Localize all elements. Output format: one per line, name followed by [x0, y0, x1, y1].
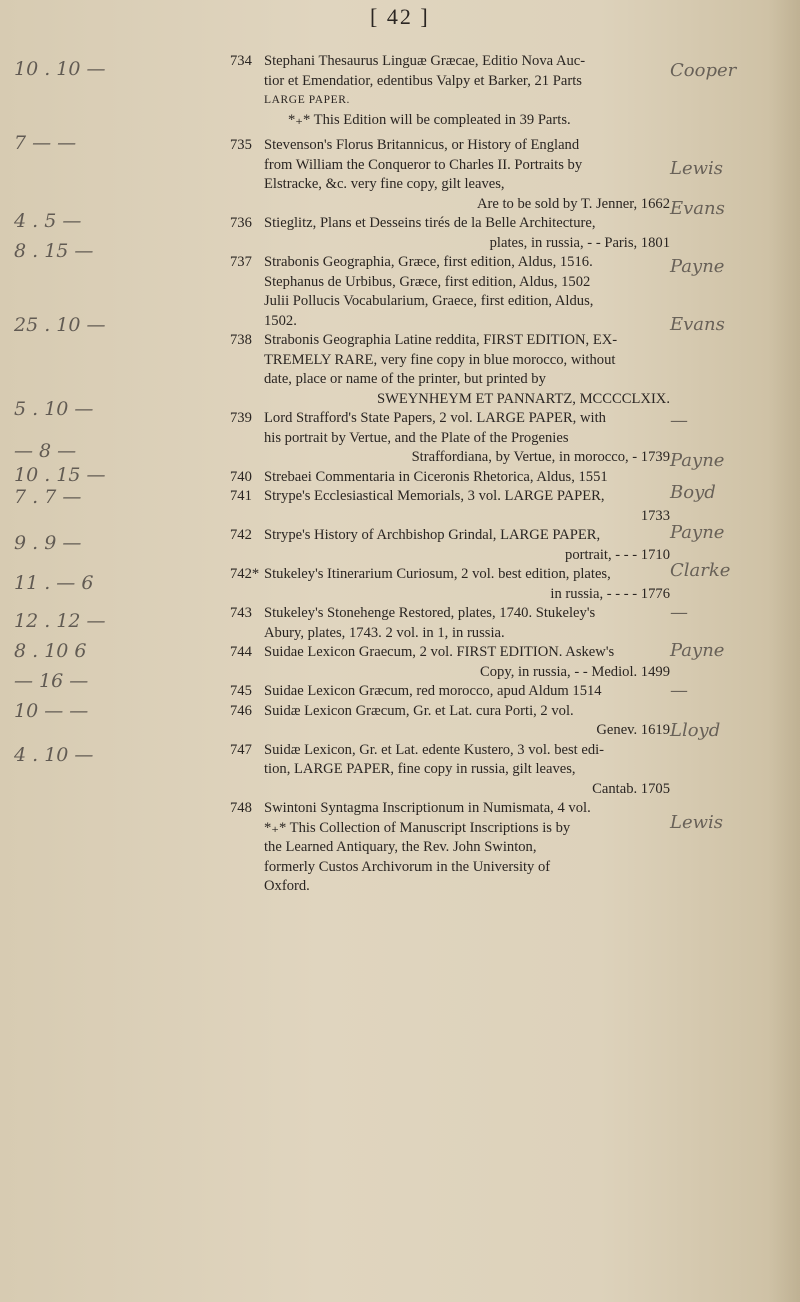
lot-number: 742*: [230, 566, 260, 582]
price-annotation: 10 — —: [14, 700, 89, 722]
entry-line: formerly Custos Archivorum in the University of: [264, 858, 551, 875]
entry-line: tion, LARGE PAPER, fine copy in russia, gilt leaves,: [264, 761, 576, 777]
catalogue-entry: [230, 253, 670, 331]
buyer-annotation: Payne: [670, 450, 725, 471]
price-annotation: 4 . 5 —: [14, 210, 82, 232]
catalogue-entry: [230, 526, 670, 565]
price-annotation: 10 . 10 —: [14, 58, 106, 80]
lot-number: 748: [230, 800, 252, 816]
buyer-annotation: Clarke: [670, 560, 731, 581]
price-annotation: 12 . 12 —: [14, 610, 106, 632]
right-margin-annotations: [670, 0, 800, 1302]
lot-number: 736: [230, 215, 252, 231]
catalogue-entry: [230, 487, 670, 526]
lot-number: 740: [230, 468, 252, 485]
entry-line: Copy, in russia, - - Mediol. 1499: [480, 663, 670, 680]
entry-line: plates, in russia, - - Paris, 1801: [489, 234, 670, 251]
entry-line: *₊* This Collection of Manuscript Inscriptions is by: [264, 819, 571, 836]
entry-line: Genev. 1619: [596, 722, 670, 738]
entry-line: Stukeley's Stonehenge Restored, plates, 1740. Stukeley's: [264, 605, 596, 621]
lot-number: 734: [230, 53, 252, 69]
entry-line: Straffordiana, by Vertue, in morocco, - 1739: [411, 449, 670, 465]
buyer-annotation: Boyd: [670, 482, 716, 503]
entry-line: 1502.: [264, 312, 297, 329]
price-annotation: 8 . 10 6: [14, 640, 87, 662]
entry-line: Stieglitz, Plans et Desseins tirés de la Belle Architecture,: [264, 215, 596, 231]
price-annotation: 9 . 9 —: [14, 532, 82, 554]
catalogue-entry: [230, 331, 670, 409]
entry-line: date, place or name of the printer, but printed by: [264, 371, 546, 387]
entry-line: TREMELY RARE, very fine copy in blue morocco, without: [264, 351, 616, 368]
entry-line: Suidæ Lexicon Græcum, Gr. et Lat. cura Porti, 2 vol.: [264, 702, 574, 719]
catalogue-entry: [230, 136, 670, 214]
entry-line: SWEYNHEYM ET PANNARTZ, MCCCCLXIX.: [376, 390, 670, 407]
entry-line: Stephanus de Urbibus, Græce, first edition, Aldus, 1502: [264, 273, 591, 290]
buyer-annotation: —: [670, 410, 688, 431]
entry-note: *₊* This Edition will be compleated in 39 Parts.: [288, 111, 571, 128]
buyer-annotation: Cooper: [670, 60, 737, 81]
entry-line: Julii Pollucis Vocabularium, Graece, first edition, Aldus,: [264, 293, 594, 309]
left-margin-annotations: [0, 0, 220, 1302]
entry-line: Swintoni Syntagma Inscriptionum in Numismata, 4 vol.: [264, 800, 591, 816]
entry-line: from William the Conqueror to Charles II. Portraits by: [264, 156, 583, 173]
entry-line: Stukeley's Itinerarium Curiosum, 2 vol. best edition, plates,: [264, 566, 611, 582]
lot-number: 747: [230, 741, 252, 758]
entry-line: Strebaei Commentaria in Ciceronis Rhetorica, Aldus, 1551: [264, 468, 608, 485]
catalogue-entry: [230, 799, 670, 897]
entry-line: Stevenson's Florus Britannicus, or History of England: [264, 137, 580, 153]
buyer-annotation: Payne: [670, 256, 725, 277]
catalogue-entry: [230, 565, 670, 604]
price-annotation: — 8 —: [14, 440, 77, 462]
lot-number: 738: [230, 332, 252, 348]
entry-line: Elstracke, &c. very fine copy, gilt leaves,: [264, 176, 505, 192]
page-number: [ 42 ]: [370, 4, 430, 29]
price-annotation: — 16 —: [14, 670, 89, 692]
entry-line: Oxford.: [264, 878, 310, 894]
buyer-annotation: —: [670, 602, 688, 623]
entry-line: Strype's Ecclesiastical Memorials, 3 vol. LARGE PAPER,: [264, 488, 605, 504]
price-annotation: 5 . 10 —: [14, 398, 94, 420]
entry-line: Stephani Thesaurus Linguæ Græcae, Editio Nova Auc-: [264, 53, 586, 69]
catalogue-entry: [230, 702, 670, 741]
catalogue-entry: [230, 214, 670, 253]
catalogue-entries: [230, 52, 670, 897]
entry-line: Abury, plates, 1743. 2 vol. in 1, in russia.: [264, 624, 505, 641]
entry-line: in russia, - - - - 1776: [550, 585, 670, 602]
entry-line: Strype's History of Archbishop Grindal, LARGE PAPER,: [264, 527, 601, 543]
entry-line: Strabonis Geographia Latine reddita, FIRST EDITION, EX-: [264, 332, 618, 348]
entry-line: the Learned Antiquary, the Rev. John Swinton,: [264, 839, 537, 855]
price-annotation: 7 — —: [14, 132, 77, 154]
lot-number: 741: [230, 488, 252, 504]
price-annotation: 25 . 10 —: [14, 314, 106, 336]
lot-number: 746: [230, 702, 252, 719]
lot-number: 737: [230, 254, 252, 270]
entry-line: portrait, - - - 1710: [565, 546, 670, 563]
buyer-annotation: Payne: [670, 522, 725, 543]
catalogue-entry: [230, 682, 670, 702]
entry-line: LARGE PAPER.: [264, 94, 351, 106]
entry-line: Suidae Lexicon Graecum, 2 vol. FIRST EDITION. Askew's: [264, 644, 615, 660]
entry-line: Lord Strafford's State Papers, 2 vol. LARGE PAPER, with: [264, 410, 606, 426]
entry-line: Suidae Lexicon Græcum, red morocco, apud Aldum 1514: [264, 683, 602, 699]
price-annotation: 4 . 10 —: [14, 744, 94, 766]
buyer-annotation: Evans: [670, 314, 725, 335]
entry-line: Are to be sold by T. Jenner, 1662: [476, 195, 670, 212]
entry-line: Suidæ Lexicon, Gr. et Lat. edente Kustero, 3 vol. best edi-: [264, 741, 605, 758]
lot-number: 744: [230, 644, 252, 660]
catalogue-entry: [230, 468, 670, 488]
lot-number: 739: [230, 410, 252, 426]
entry-line: his portrait by Vertue, and the Plate of the Progenies: [264, 429, 569, 446]
entry-line: Cantab. 1705: [592, 780, 670, 797]
catalogue-entry: [230, 643, 670, 682]
buyer-annotation: Lewis: [670, 812, 724, 833]
lot-number: 745: [230, 683, 252, 699]
buyer-annotation: Lewis: [670, 158, 724, 179]
buyer-annotation: Payne: [670, 640, 725, 661]
catalogue-entry: [230, 604, 670, 643]
catalogue-entry: [230, 409, 670, 468]
buyer-annotation: Evans: [670, 198, 725, 219]
catalogue-entry: [230, 52, 670, 130]
entry-line: 1733: [640, 507, 670, 524]
catalogue-entry: [230, 741, 670, 800]
entry-line: tior et Emendatior, edentibus Valpy et Barker, 21 Parts: [264, 72, 582, 89]
price-annotation: 11 . — 6: [14, 572, 94, 594]
price-annotation: 10 . 15 —: [14, 464, 106, 486]
buyer-annotation: —: [670, 680, 688, 701]
lot-number: 742: [230, 527, 252, 543]
price-annotation: 7 . 7 —: [14, 486, 82, 508]
lot-number: 735: [230, 137, 252, 153]
entry-line: Strabonis Geographia, Græce, first edition, Aldus, 1516.: [264, 254, 593, 270]
price-annotation: 8 . 15 —: [14, 240, 94, 262]
buyer-annotation: Lloyd: [670, 720, 721, 741]
lot-number: 743: [230, 605, 252, 621]
